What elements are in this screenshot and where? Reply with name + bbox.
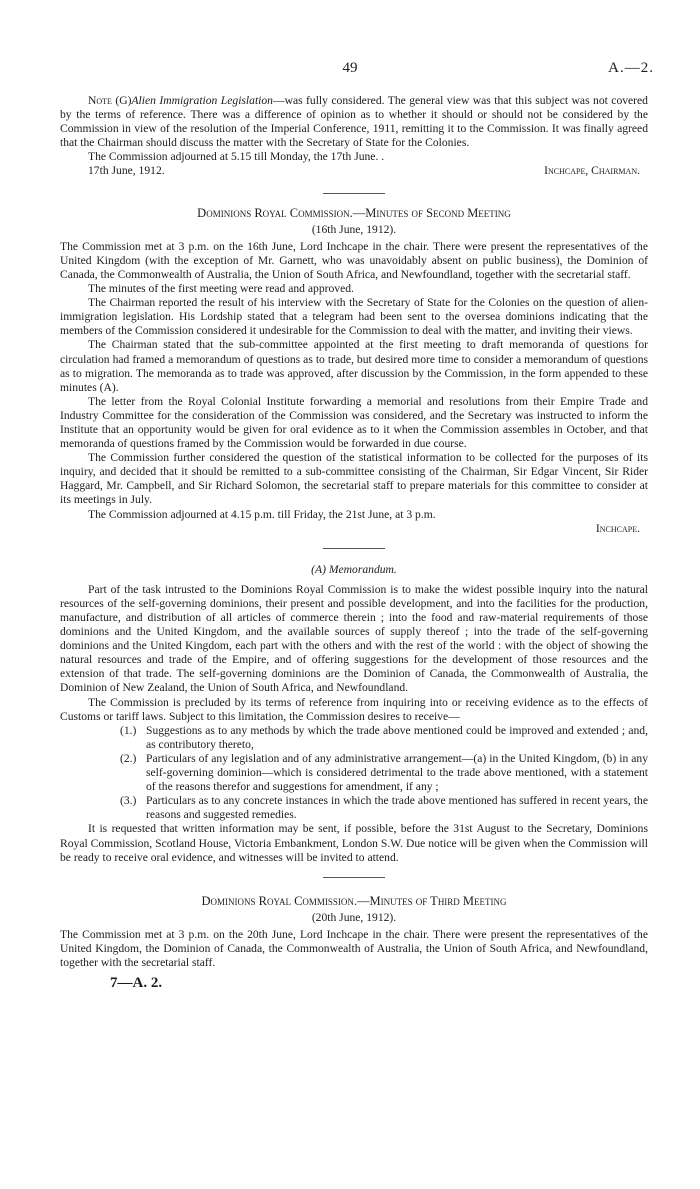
memorandum-paragraph: The Commission is precluded by its terms of reference from inquiring into or receiving evidence as to the effects of Customs or tariff laws. Subject to this limitation, the Commission desires to receive— <box>60 695 648 723</box>
item-text: Particulars of any legislation and of any administrative arrangement—(a) in the United Kingdom, (b) in any self-governing dominion—which is considered detrimental to the trade above mentioned, with a statement of the reasons therefor and suggestions for amendment, if any ; <box>146 751 648 794</box>
memorandum-item <box>120 724 648 752</box>
second-meeting-paragraph: The minutes of the first meeting were read and approved. <box>88 282 354 296</box>
item-text: Particulars as to any concrete instances in which the trade above mentioned has suffered in recent years, the reasons and suggested remedies. <box>146 794 648 822</box>
signature-mark: 7—A. 2. <box>110 975 163 992</box>
note-g-signature: Inchcape, Chairman. <box>544 164 640 178</box>
document-body <box>60 94 648 990</box>
third-meeting-paragraph: The Commission met at 3 p.m. on the 20th June, Lord Inchcape in the chair. There were present the representatives of the United Kingdom, the Dominion of Canada, the Commonwealth of Australia, the Union of South Africa, and Newfoundland, together with the secretarial staff. <box>60 927 648 970</box>
item-number: (1.) <box>120 723 137 737</box>
second-meeting-paragraph: The Chairman stated that the sub-committee appointed at the first meeting to draft memoranda of questions for circulation had framed a memorandum of questions as to trade, but desired more time to consider a memorandum of questions as to migration. The memoranda as to trade was approved, after discussion by the Commission, in the form appended to these minutes (A). <box>60 338 648 394</box>
divider <box>323 193 385 194</box>
divider <box>323 877 385 878</box>
second-meeting-signature: Inchcape. <box>595 521 640 535</box>
second-meeting-heading: Dominions Royal Commission.—Minutes of Second Meeting <box>197 205 511 220</box>
memorandum-closing: It is requested that written information may be sent, if possible, before the 31st August to the Secretary, Dominions Royal Commission, Scotland House, Victoria Embankment, London S.W. Due notice will be given when the Commission will be ready to receive oral evidence, and witnesses will be invited to attend. <box>60 822 648 864</box>
second-meeting-paragraph: The letter from the Royal Colonial Institute forwarding a memorial and resolutions from their Empire Trade and Industry Committee for the consideration of the Commission was considered, and the Secretary was instructed to inform the Institute that an opportunity would be given for oral evidence as to it when the Commission assembles in October, and that memoranda of questions framed by the Commission would be forwarded in due course. <box>60 394 648 451</box>
item-number: (2.) <box>120 751 137 765</box>
note-g-text: —was fully considered. The general view was that this subject was not covered by the terms of reference. There was a difference of opinion as to whether it should or should not be considered by the Commission in view of the resolution of the Imperial Conference, 1911, remitting it to the Commission. It was finally agreed that the Chairman should discuss the matter with the Secretary of State for the Colonies. <box>60 94 648 150</box>
item-number: (3.) <box>120 794 137 808</box>
third-meeting-date: (20th June, 1912). <box>311 910 397 924</box>
memorandum-item <box>120 752 648 794</box>
note-g-adjourned: The Commission adjourned at 5.15 till Monday, the 17th June. . <box>88 150 385 164</box>
note-g-signoff <box>60 164 648 178</box>
note-g-paragraph <box>60 94 648 150</box>
third-meeting-heading: Dominions Royal Commission.—Minutes of Third Meeting <box>201 893 507 908</box>
second-meeting-paragraph: The Commission adjourned at 4.15 p.m. till Friday, the 21st June, at 3 p.m. <box>88 507 436 521</box>
second-meeting-date: (16th June, 1912). <box>311 222 397 236</box>
item-text: Suggestions as to any methods by which the trade above mentioned could be improved and extended ; and, as contributory thereto, <box>146 723 648 751</box>
second-meeting-paragraph: The Chairman reported the result of his interview with the Secretary of State for the Colonies on the question of alien-immigration legislation. His Lordship stated that a telegram had been sent to the oversea dominions indicating that the members of the Commission considered it undesirable for the Commission to deal with the matter, and inviting their views. <box>60 296 648 338</box>
page-number: 49 <box>342 60 358 76</box>
divider <box>323 548 385 549</box>
document-reference: A.—2. <box>608 60 654 76</box>
memorandum-item <box>120 794 648 822</box>
second-meeting-paragraph: The Commission met at 3 p.m. on the 16th June, Lord Inchcape in the chair. There were present the representatives of the United Kingdom (with the exception of Mr. Garnett, who was unavoidably absent on public business), the Dominion of Canada, the Commonwealth of Australia, the Union of South Africa, and Newfoundland, together with the secretarial staff. <box>60 239 648 281</box>
memorandum-heading: (A) Memorandum. <box>311 562 397 576</box>
second-meeting-paragraph: The Commission further considered the question of the statistical information to be collected for the purposes of its inquiry, and decided that it should be remitted to a sub-committee consisting of the Chairman, Sir Edgar Vincent, Sir Rider Haggard, Mr. Campbell, and Sir Richard Solomon, the secretarial staff to prepare materials for this committee to consider at its meetings in July. <box>60 451 648 507</box>
memorandum-paragraph: Part of the task intrusted to the Dominions Royal Commission is to make the widest possible inquiry into the natural resources of the self-governing dominions, their present and possible development, and into the facilities for the production, manufacture, and distribution of all articles of commerce therein ; into the food and raw-material requirements of those dominions and the United Kingdom, and the available sources of supply thereof ; into the trade of the self-governing dominions and the United Kingdom, each part with the others and with the rest of the world : with the object of showing the natural resources and trade of the Empire, and of offering suggestions for the development of those resources and the extension of that trade. The self-governing dominions are the Dominion of Canada, the Commonwealth of Australia, the Dominion of New Zealand, the Union of South Africa, and Newfoundland. <box>60 582 648 695</box>
note-g-prefix: Note (G) <box>88 94 132 107</box>
note-g-date: 17th June, 1912. <box>88 164 165 178</box>
note-g-title: Alien Immigration Legislation <box>131 94 273 107</box>
